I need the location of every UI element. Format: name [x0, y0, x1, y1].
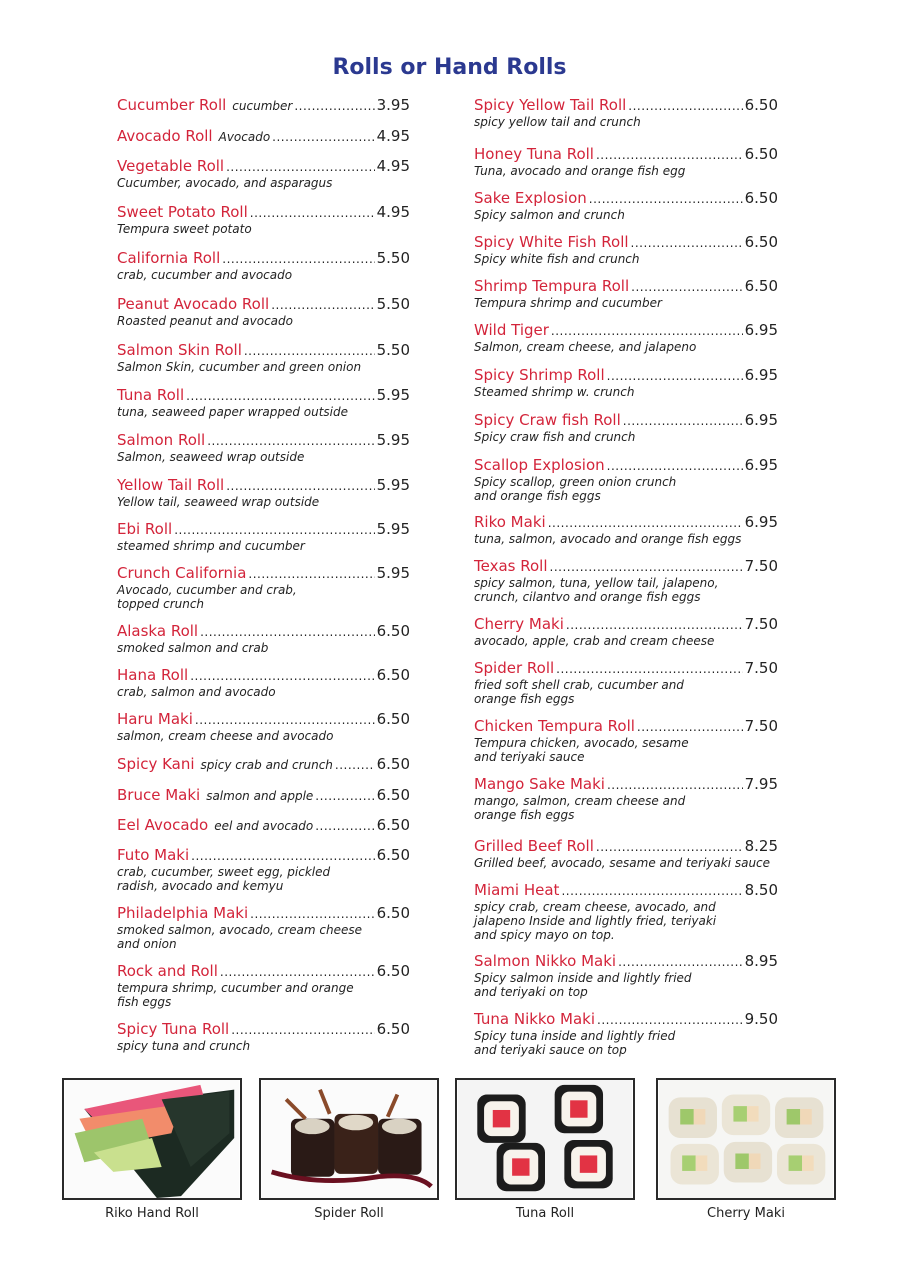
- menu-item-name: Alaska Roll: [117, 622, 199, 640]
- menu-item-name: Crunch California: [117, 564, 247, 582]
- photo-caption-spider-roll: Spider Roll: [314, 1206, 384, 1221]
- menu-item-name: Wild Tiger: [474, 321, 549, 339]
- menu-item-price: 6.50: [376, 786, 410, 804]
- menu-item-line: [117, 156, 410, 176]
- menu-item: [474, 95, 778, 129]
- menu-item-name: Texas Roll: [474, 557, 548, 575]
- menu-item-price: 5.95: [376, 386, 410, 404]
- menu-item-price: 7.50: [744, 659, 778, 677]
- menu-item: [117, 156, 410, 190]
- menu-item-price: 4.95: [376, 127, 410, 145]
- menu-item-line: [474, 716, 778, 736]
- menu-item-description: Salmon Skin, cucumber and green onion: [117, 360, 362, 374]
- dot-leader: [628, 96, 742, 116]
- menu-item-description: spicy tuna and crunch: [117, 1039, 251, 1053]
- menu-item-price: 6.50: [744, 277, 778, 295]
- menu-item-description: mango, salmon, cream cheese and orange fish eggs: [474, 794, 686, 822]
- menu-item-price: 5.95: [376, 520, 410, 538]
- menu-item-line: [474, 410, 778, 430]
- menu-item-name: Salmon Nikko Maki: [474, 952, 617, 970]
- menu-item-line: [117, 248, 410, 268]
- menu-item-line: [117, 709, 410, 729]
- menu-item: [117, 785, 410, 805]
- menu-item-description: spicy salmon, tuna, yellow tail, jalapeno, crunch, cilantvo and orange fish eggs: [474, 576, 719, 604]
- dot-leader: [222, 249, 374, 269]
- menu-item: [474, 410, 778, 444]
- dot-leader: [207, 431, 374, 451]
- dot-leader: [551, 321, 743, 341]
- menu-item-name: Salmon Roll: [117, 431, 206, 449]
- menu-item-description: Spicy white fish and crunch: [474, 252, 640, 266]
- menu-item: [117, 665, 410, 699]
- menu-item-description: smoked salmon and crab: [117, 641, 269, 655]
- dot-leader: [200, 622, 375, 642]
- menu-item-name: Spicy Tuna Roll: [117, 1020, 230, 1038]
- menu-item-description: Spicy salmon and crunch: [474, 208, 625, 222]
- menu-item-line: [474, 144, 778, 164]
- menu-item: [117, 709, 410, 743]
- menu-item-line: [117, 903, 410, 923]
- menu-item-name: Honey Tuna Roll: [474, 145, 594, 163]
- menu-item-inline-description: eel and avocado: [214, 819, 314, 833]
- menu-item-line: [117, 519, 410, 539]
- menu-item-price: 6.50: [376, 962, 410, 980]
- menu-item-name: Spicy Kani: [117, 755, 195, 773]
- menu-item-line: [474, 1009, 778, 1029]
- menu-item-description: Tempura shrimp and cucumber: [474, 296, 662, 310]
- menu-item-description: tuna, salmon, avocado and orange fish eggs: [474, 532, 742, 546]
- menu-item-price: 7.50: [744, 557, 778, 575]
- menu-item-name: Eel Avocado: [117, 816, 209, 834]
- menu-item-price: 7.50: [744, 717, 778, 735]
- photo-caption-riko-hand-roll: Riko Hand Roll: [105, 1206, 199, 1221]
- menu-item-description: Spicy salmon inside and lightly fried and teriyaki on top: [474, 971, 692, 999]
- menu-item-description: tempura shrimp, cucumber and orange fish eggs: [117, 981, 354, 1009]
- menu-item: [474, 880, 778, 942]
- spider-roll-image: [261, 1080, 437, 1198]
- menu-item-line: [474, 880, 778, 900]
- menu-item-name: Grilled Beef Roll: [474, 837, 594, 855]
- dot-leader: [597, 1010, 743, 1030]
- menu-item: [474, 276, 778, 310]
- menu-item: [117, 202, 410, 236]
- menu-item: [117, 385, 410, 419]
- dot-leader: [231, 1020, 374, 1040]
- dot-leader: [315, 816, 374, 836]
- menu-item: [117, 430, 410, 464]
- menu-item-line: [117, 202, 410, 222]
- menu-item-name: Ebi Roll: [117, 520, 173, 538]
- menu-item-description: fried soft shell crab, cucumber and orange fish eggs: [474, 678, 684, 706]
- menu-item-description: Tempura sweet potato: [117, 222, 252, 236]
- menu-item-description: Salmon, seaweed wrap outside: [117, 450, 305, 464]
- menu-item-line: [117, 475, 410, 495]
- menu-item-line: [474, 836, 778, 856]
- menu-item-line: [474, 951, 778, 971]
- menu-item-line: [117, 340, 410, 360]
- menu-item-description: Steamed shrimp w. crunch: [474, 385, 635, 399]
- menu-item-price: 6.95: [744, 456, 778, 474]
- menu-item-description: Spicy scallop, green onion crunch and orange fish eggs: [474, 475, 677, 503]
- photo-caption-tuna-roll: Tuna Roll: [515, 1206, 575, 1221]
- menu-item-price: 5.95: [376, 431, 410, 449]
- menu-item-line: [474, 556, 778, 576]
- menu-item-name: Futo Maki: [117, 846, 190, 864]
- menu-item: [474, 365, 778, 399]
- menu-item-price: 6.95: [744, 366, 778, 384]
- menu-item-name: Haru Maki: [117, 710, 193, 728]
- menu-item-price: 5.50: [376, 341, 410, 359]
- menu-item: [474, 188, 778, 222]
- menu-item-description: spicy crab, cream cheese, avocado, and jalapeno Inside and lightly fried, teriyaki and spicy mayo on top.: [474, 900, 717, 942]
- menu-item-inline-description: spicy crab and crunch: [200, 758, 333, 772]
- menu-item-name: Tuna Roll: [117, 386, 185, 404]
- menu-item: [474, 144, 778, 178]
- menu-item-inline-description: salmon and apple: [206, 789, 314, 803]
- menu-item-line: [117, 785, 410, 805]
- menu-item-description: steamed shrimp and cucumber: [117, 539, 305, 553]
- menu-item: [117, 248, 410, 282]
- menu-item-price: 8.95: [744, 952, 778, 970]
- menu-item: [117, 1019, 410, 1053]
- menu-item: [117, 126, 410, 146]
- menu-item-price: 6.95: [744, 321, 778, 339]
- cherry-maki-photo: [656, 1078, 836, 1200]
- menu-item-price: 3.95: [376, 96, 410, 114]
- menu-item-price: 4.95: [376, 203, 410, 221]
- dot-leader: [250, 203, 375, 223]
- menu-item-price: 5.50: [376, 295, 410, 313]
- dot-leader: [244, 341, 375, 361]
- menu-item-line: [117, 563, 410, 583]
- menu-item-name: Miami Heat: [474, 881, 560, 899]
- dot-leader: [315, 786, 374, 806]
- menu-item-line: [474, 512, 778, 532]
- menu-item-description: Tuna, avocado and orange fish egg: [474, 164, 686, 178]
- menu-item-line: [117, 294, 410, 314]
- menu-item-name: Spicy Yellow Tail Roll: [474, 96, 627, 114]
- menu-item: [117, 621, 410, 655]
- hand-roll-image: [64, 1080, 240, 1198]
- dot-leader: [589, 189, 743, 209]
- dot-leader: [186, 386, 374, 406]
- menu-item-price: 6.50: [376, 1020, 410, 1038]
- menu-item-description: Grilled beef, avocado, sesame and teriyaki sauce: [474, 856, 771, 870]
- menu-item-name: Spider Roll: [474, 659, 555, 677]
- menu-item-description: Yellow tail, seaweed wrap outside: [117, 495, 320, 509]
- menu-item-price: 6.50: [744, 96, 778, 114]
- menu-item-name: Bruce Maki: [117, 786, 201, 804]
- menu-item-description: tuna, seaweed paper wrapped outside: [117, 405, 349, 419]
- menu-item-price: 6.50: [744, 233, 778, 251]
- menu-item: [474, 836, 778, 870]
- menu-item-price: 6.50: [376, 755, 410, 773]
- menu-item-price: 5.95: [376, 564, 410, 582]
- spider-roll-photo: [259, 1078, 439, 1200]
- menu-item-description: spicy yellow tail and crunch: [474, 115, 641, 129]
- dot-leader: [596, 145, 743, 165]
- menu-item-name: Yellow Tail Roll: [117, 476, 225, 494]
- tuna-roll-photo: [455, 1078, 635, 1200]
- menu-item-price: 6.95: [744, 513, 778, 531]
- menu-item-description: smoked salmon, avocado, cream cheese and onion: [117, 923, 362, 951]
- dot-leader: [631, 277, 742, 297]
- menu-item-name: Spicy White Fish Roll: [474, 233, 629, 251]
- menu-item-price: 6.50: [744, 189, 778, 207]
- menu-item-description: crab, cucumber, sweet egg, pickled radish, avocado and kemyu: [117, 865, 331, 893]
- menu-item-price: 9.50: [744, 1010, 778, 1028]
- menu-item-price: 5.95: [376, 476, 410, 494]
- menu-item-line: [474, 232, 778, 252]
- menu-item-price: 6.95: [744, 411, 778, 429]
- dot-leader: [607, 456, 743, 476]
- menu-item: [117, 845, 410, 893]
- dot-leader: [220, 962, 375, 982]
- menu-item-name: Philadelphia Maki: [117, 904, 249, 922]
- menu-item-inline-description: cucumber: [232, 99, 293, 113]
- menu-item-name: Tuna Nikko Maki: [474, 1010, 596, 1028]
- menu-item-name: Salmon Skin Roll: [117, 341, 242, 359]
- menu-item-name: Mango Sake Maki: [474, 775, 605, 793]
- menu-item: [117, 519, 410, 553]
- menu-item: [474, 1009, 778, 1057]
- menu-item-line: [474, 365, 778, 385]
- menu-item-description: Spicy craw fish and crunch: [474, 430, 636, 444]
- menu-item-name: California Roll: [117, 249, 221, 267]
- dot-leader: [226, 157, 374, 177]
- menu-item-price: 4.95: [376, 157, 410, 175]
- menu-item-line: [474, 774, 778, 794]
- dot-leader: [550, 557, 743, 577]
- menu-item-description: Spicy tuna inside and lightly fried and teriyaki sauce on top: [474, 1029, 676, 1057]
- menu-item-line: [117, 621, 410, 641]
- dot-leader: [607, 366, 743, 386]
- menu-item: [474, 716, 778, 764]
- menu-item-line: [117, 95, 410, 115]
- menu-item-line: [117, 1019, 410, 1039]
- menu-item-description: crab, salmon and avocado: [117, 685, 276, 699]
- menu-item: [474, 320, 778, 354]
- menu-item-name: Scallop Explosion: [474, 456, 605, 474]
- dot-leader: [174, 520, 374, 540]
- menu-item-line: [117, 126, 410, 146]
- menu-item-name: Rock and Roll: [117, 962, 218, 980]
- dot-leader: [637, 717, 743, 737]
- dot-leader: [556, 659, 742, 679]
- menu-item: [117, 563, 410, 611]
- menu-item: [474, 658, 778, 706]
- dot-leader: [294, 96, 374, 116]
- dot-leader: [190, 666, 374, 686]
- menu-item-price: 6.50: [744, 145, 778, 163]
- menu-item-name: Shrimp Tempura Roll: [474, 277, 630, 295]
- menu-item: [117, 815, 410, 835]
- cherry-maki-image: [658, 1080, 834, 1198]
- menu-title: Rolls or Hand Rolls: [332, 55, 567, 80]
- menu-item-name: Vegetable Roll: [117, 157, 225, 175]
- dot-leader: [226, 476, 374, 496]
- menu-item-name: Riko Maki: [474, 513, 546, 531]
- menu-item: [117, 961, 410, 1009]
- menu-item-name: Hana Roll: [117, 666, 189, 684]
- menu-item-price: 6.50: [376, 710, 410, 728]
- menu-item-price: 6.50: [376, 622, 410, 640]
- menu-item-price: 7.95: [744, 775, 778, 793]
- menu-item-name: Spicy Craw fish Roll: [474, 411, 621, 429]
- dot-leader: [596, 837, 743, 857]
- menu-item-line: [117, 845, 410, 865]
- dot-leader: [623, 411, 743, 431]
- menu-item: [474, 556, 778, 604]
- menu-item: [474, 455, 778, 503]
- menu-item-name: Spicy Shrimp Roll: [474, 366, 605, 384]
- dot-leader: [566, 615, 743, 635]
- menu-item: [117, 340, 410, 374]
- menu-item-price: 8.25: [744, 837, 778, 855]
- menu-item-price: 6.50: [376, 666, 410, 684]
- menu-item-description: Roasted peanut and avocado: [117, 314, 293, 328]
- menu-item-price: 6.50: [376, 816, 410, 834]
- menu-item: [474, 774, 778, 822]
- menu-item-price: 5.50: [376, 249, 410, 267]
- menu-item: [117, 903, 410, 951]
- menu-item-line: [117, 815, 410, 835]
- menu-item-line: [474, 95, 778, 115]
- menu-item-name: Cucumber Roll: [117, 96, 227, 114]
- menu-item-name: Cherry Maki: [474, 615, 564, 633]
- menu-item-line: [117, 665, 410, 685]
- menu-item: [117, 475, 410, 509]
- menu-item-price: 6.50: [376, 846, 410, 864]
- dot-leader: [272, 127, 374, 147]
- menu-item: [474, 232, 778, 266]
- menu-item-description: crab, cucumber and avocado: [117, 268, 293, 282]
- menu-item: [117, 294, 410, 328]
- dot-leader: [195, 710, 375, 730]
- menu-item-name: Peanut Avocado Roll: [117, 295, 270, 313]
- menu-item-name: Avocado Roll: [117, 127, 213, 145]
- menu-item-line: [474, 455, 778, 475]
- menu-item-description: Salmon, cream cheese, and jalapeno: [474, 340, 697, 354]
- menu-item-price: 8.50: [744, 881, 778, 899]
- riko-hand-roll-photo: [62, 1078, 242, 1200]
- menu-item-description: Tempura chicken, avocado, sesame and teriyaki sauce: [474, 736, 689, 764]
- menu-item-line: [474, 614, 778, 634]
- menu-item-description: salmon, cream cheese and avocado: [117, 729, 334, 743]
- dot-leader: [548, 513, 743, 533]
- menu-item-line: [117, 385, 410, 405]
- menu-item-description: Cucumber, avocado, and asparagus: [117, 176, 333, 190]
- menu-item: [474, 614, 778, 648]
- menu-item-line: [474, 276, 778, 296]
- menu-item-name: Sake Explosion: [474, 189, 587, 207]
- dot-leader: [561, 881, 742, 901]
- dot-leader: [631, 233, 743, 253]
- menu-item-price: 6.50: [376, 904, 410, 922]
- dot-leader: [618, 952, 742, 972]
- menu-item-inline-description: Avocado: [218, 130, 271, 144]
- dot-leader: [191, 846, 374, 866]
- menu-item-line: [474, 188, 778, 208]
- menu-item-name: Chicken Tempura Roll: [474, 717, 635, 735]
- menu-item: [474, 951, 778, 999]
- dot-leader: [335, 755, 375, 775]
- menu-item-line: [474, 320, 778, 340]
- menu-item-description: avocado, apple, crab and cream cheese: [474, 634, 715, 648]
- menu-item-line: [117, 754, 410, 774]
- menu-item: [117, 754, 410, 774]
- dot-leader: [248, 564, 374, 584]
- menu-item-line: [117, 961, 410, 981]
- menu-item: [474, 512, 778, 546]
- dot-leader: [250, 904, 374, 924]
- menu-item-price: 7.50: [744, 615, 778, 633]
- dot-leader: [607, 775, 743, 795]
- menu-item-name: Sweet Potato Roll: [117, 203, 248, 221]
- menu-item-description: Avocado, cucumber and crab, topped crunch: [117, 583, 297, 611]
- menu-item-line: [117, 430, 410, 450]
- dot-leader: [271, 295, 374, 315]
- menu-item-line: [474, 658, 778, 678]
- tuna-roll-image: [457, 1080, 633, 1198]
- photo-caption-cherry-maki: Cherry Maki: [707, 1206, 785, 1221]
- menu-item: [117, 95, 410, 115]
